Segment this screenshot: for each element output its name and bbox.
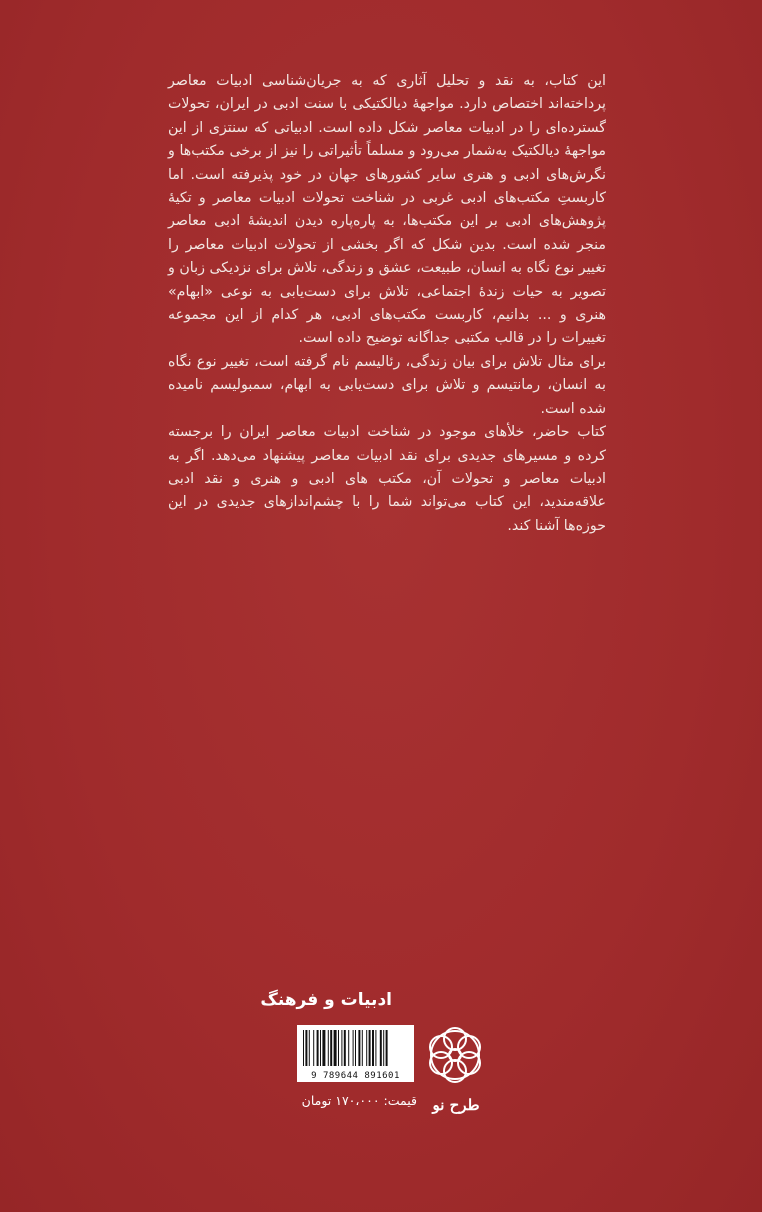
publisher-logo-text: طرح نو <box>432 1096 480 1114</box>
barcode-bar <box>309 1030 310 1066</box>
price-label: قیمت: ۱۷۰،۰۰۰ تومان <box>301 1093 417 1108</box>
barcode-bar <box>386 1030 388 1066</box>
barcode-bar <box>348 1030 349 1066</box>
barcode-bar <box>313 1030 314 1066</box>
barcode-bar <box>305 1030 307 1066</box>
barcode-bar <box>362 1030 363 1066</box>
barcode-bar <box>383 1030 384 1066</box>
barcode-bar <box>375 1030 376 1066</box>
barcode-bar <box>353 1030 354 1066</box>
barcode-bar <box>369 1030 371 1066</box>
barcode-bar <box>320 1030 321 1066</box>
isbn-digits: 9 789644 891601 <box>311 1071 400 1081</box>
barcode-bar <box>366 1030 367 1066</box>
barcode-bar <box>358 1030 360 1066</box>
barcode-bar <box>330 1030 332 1066</box>
barcode-bar <box>344 1030 346 1066</box>
barcode-bar <box>334 1030 337 1066</box>
barcode-bar <box>372 1030 374 1066</box>
isbn-barcode <box>297 1025 414 1082</box>
barcode-bar <box>328 1030 329 1066</box>
barcode-bar <box>303 1030 304 1066</box>
barcode-bar <box>380 1030 382 1066</box>
barcode-bars <box>297 1028 414 1074</box>
series-label: ادبیات و فرهنگ <box>260 990 392 1010</box>
barcode-bar <box>341 1030 342 1066</box>
barcode-bar <box>355 1030 356 1066</box>
blurb-paragraph-2: برای مثال تلاش برای بیان زندگی، رئالیسم نام گرفته است، تغییر نوع نگاه به انسان، رمانتیسم و تلاش برای دست‌یابی به ابهام، سمبولیسم نامیده شده است. <box>168 353 606 417</box>
back-cover-blurb <box>168 70 606 538</box>
barcode-bar <box>322 1030 325 1066</box>
blurb-paragraph-1: این کتاب، به نقد و تحلیل آثاری که به جریان‌شناسی ادبیات معاصر پرداخته‌اند اختصاص دارد. مواجهۀ دیالکتیکی با سنت ادبی در ایران، تحولات گسترده‌ای را در ادبیات معاصر شکل داده است. ادبیاتی که سنتزی از این مواجهۀ دیالکتیک به‌شمار می‌رود و مسلماً تأثیراتی را نیز از برخی مکتب‌ها و نگرش‌های ادبی و هنری سایر کشورهای جهان در خود پذیرفته است. اما کاربستِ مکتب‌های ادبی غربی در شناخت تحولات ادبیات معاصر و تکیۀ پژوهش‌های ادبی بر این مکتب‌ها، به پاره‌پاره دیدن اندیشۀ ادبی معاصر منجر شده است. بدین شکل که اگر بخشی از تحولات ادبیات معاصر را تغییر نوع نگاه به انسان، طبیعت، عشق و زندگی، تلاش برای نزدیکی زبان و تصویر به حیات زندۀ اجتماعی، تلاش برای دست‌یابی به نوعی «ابهام» هنری و ... بدانیم، کاربست مکتب‌های ادبی، هر کدام از این مجموعه تغییرات را در قالب مکتبی جداگانه توضیح داده است. <box>168 73 606 347</box>
barcode-bar <box>338 1030 339 1066</box>
blurb-paragraph-3: کتاب حاضر، خلأهای موجود در شناخت ادبیات معاصر ایران را برجسته کرده و مسیرهای جدیدی برای نقد ادبیات معاصر پیشنهاد می‌دهد. اگر به ادبیات معاصر و تحولات آن، مکتب های ادبی و هنری و نقد ادبی علاقه‌مندید، این کتاب می‌تواند شما را با چشم‌اندازهای جدیدی در این حوزه‌ها آشنا کند. <box>168 424 606 534</box>
barcode-bar <box>317 1030 319 1066</box>
